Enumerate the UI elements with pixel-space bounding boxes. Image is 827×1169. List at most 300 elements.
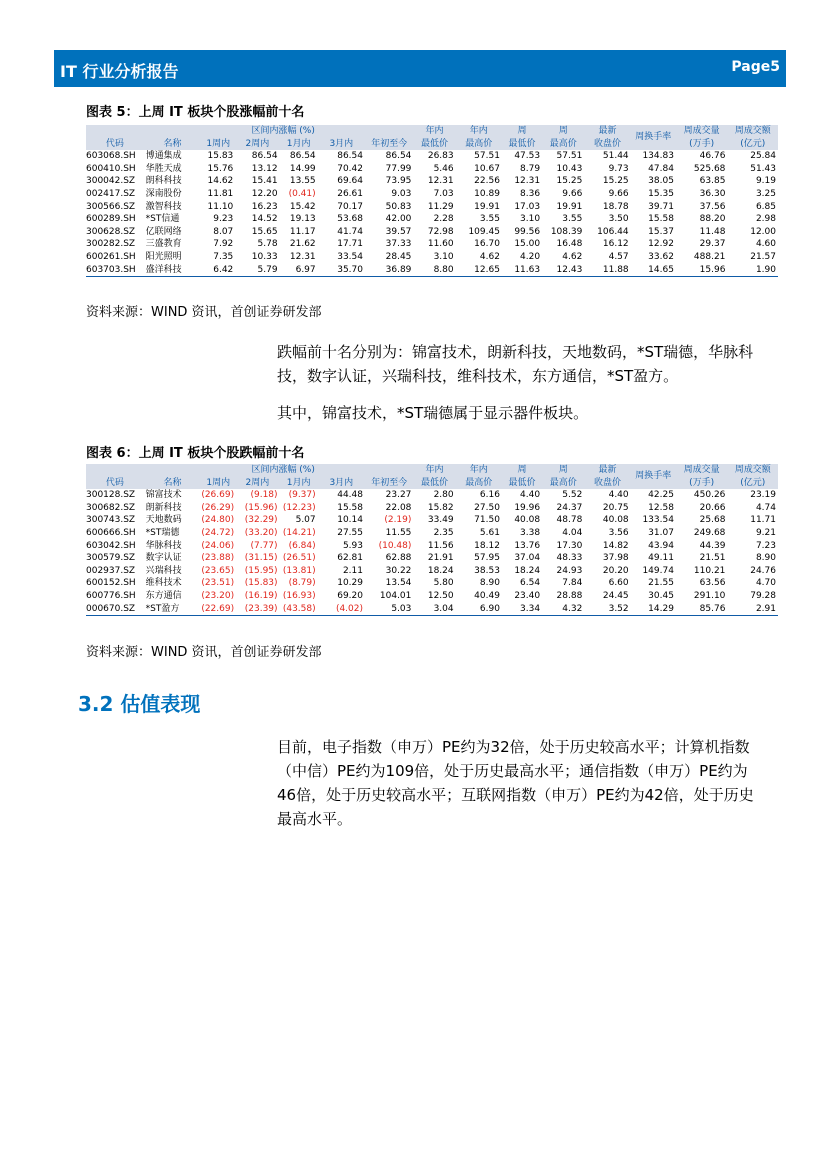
stock-name: 华胜天成 (145, 163, 182, 174)
table-cell: 37.04 (514, 553, 541, 564)
table-cell: 5.03 (365, 603, 413, 616)
table-cell: 10.89 (474, 188, 500, 199)
table-cell: 9.19 (755, 176, 776, 187)
col-amount-2: (亿元) (727, 138, 778, 151)
col-year-low-2: 最低价 (413, 138, 455, 151)
table-cell: (9.18) (250, 490, 278, 501)
table-cell: 7.35 (213, 251, 234, 262)
table-cell: 7.23 (755, 540, 776, 551)
table-row (86, 175, 778, 188)
table-cell: 3.56 (608, 527, 629, 538)
table-cell: 108.39 (550, 226, 583, 237)
table-cell: 10.67 (474, 163, 500, 174)
table-cell: 77.99 (385, 163, 412, 174)
stock-code: 002417.SZ (86, 188, 136, 199)
table-cell: 12.00 (750, 226, 776, 237)
table-cell: (23.51) (201, 578, 235, 589)
table-cell: 3.55 (479, 214, 500, 225)
table-row (86, 540, 778, 553)
table-cell: (10.48) (378, 540, 412, 551)
table-cell: (26.51) (282, 553, 316, 564)
table-cell: 12.31 (514, 176, 541, 187)
table-cell: 15.96 (676, 264, 727, 277)
table-cell: 3.04 (413, 603, 455, 616)
table-cell: 21.57 (750, 251, 776, 262)
table-cell: 12.58 (648, 502, 674, 513)
table-cell: 19.91 (556, 201, 583, 212)
table-cell: 6.85 (755, 201, 776, 212)
stock-name: *ST瑞德 (145, 527, 180, 538)
table-cell: 3.25 (755, 188, 776, 199)
table-cell: (7.77) (250, 540, 278, 551)
table-cell: (23.88) (201, 553, 235, 564)
table-cell: (0.41) (288, 188, 316, 199)
table-cell: 62.88 (385, 553, 412, 564)
table-cell: 88.20 (699, 214, 726, 225)
table-cell: 8.79 (520, 163, 541, 174)
table6-source: 资料来源：WIND 资讯，首创证券研发部 (86, 645, 322, 660)
table-row (86, 264, 778, 277)
table-cell: 62.81 (337, 553, 363, 564)
table-cell: 15.58 (648, 214, 674, 225)
table-cell: 2.98 (755, 214, 776, 225)
table-row (86, 163, 778, 176)
table-cell: 5.61 (479, 527, 500, 538)
table-row (86, 590, 778, 603)
stock-code: 300128.SZ (86, 490, 136, 501)
table-cell: 3.55 (562, 214, 583, 225)
table-cell: 2.91 (727, 603, 778, 616)
table-cell: 6.60 (608, 578, 629, 589)
col-volume-2: (万手) (676, 138, 727, 151)
table-cell: 525.68 (693, 163, 726, 174)
table-cell: 11.81 (207, 188, 234, 199)
table-cell: 13.54 (385, 578, 412, 589)
table-cell: 14.52 (251, 214, 278, 225)
table-cell: 11.55 (385, 527, 412, 538)
table-cell: 21.91 (427, 553, 454, 564)
table-cell: 29.37 (699, 239, 726, 250)
col-code: 代码 (86, 477, 144, 490)
table-cell: 10.29 (337, 578, 363, 589)
table-cell: 53.68 (337, 214, 363, 225)
col-ytd: 年初至今 (365, 138, 413, 151)
table-cell: 38.05 (648, 176, 674, 187)
table-cell: 23.40 (514, 590, 541, 601)
table-cell: 1.90 (727, 264, 778, 277)
table-cell: 8.80 (413, 264, 455, 277)
table-cell: 4.57 (608, 251, 629, 262)
stock-code: 300042.SZ (86, 176, 136, 187)
col-ytd: 年初至今 (365, 477, 413, 490)
table-cell: 49.11 (648, 553, 674, 564)
table-cell: 9.03 (391, 188, 412, 199)
table-cell: 110.21 (693, 565, 726, 576)
col-year-high-1: 年内 (456, 125, 502, 138)
losers-table (86, 464, 778, 616)
table-cell: 50.83 (385, 201, 412, 212)
table-cell: 11.10 (207, 201, 234, 212)
table-cell: 24.45 (602, 590, 629, 601)
stock-name: 深南股份 (145, 188, 182, 199)
stock-name: 数字认证 (145, 553, 182, 564)
table-cell: 15.65 (251, 226, 278, 237)
table-cell: 14.99 (289, 163, 316, 174)
table-cell: 31.07 (648, 527, 674, 538)
range-label: 区间内涨幅 (%) (201, 464, 365, 477)
table-cell: 149.74 (642, 565, 674, 576)
table5-caption: 图表 5：上周 IT 板块个股涨幅前十名 (86, 105, 305, 120)
table-cell: (43.58) (280, 603, 318, 616)
table-cell: (16.19) (244, 590, 278, 601)
col-year-low-1: 年内 (413, 125, 455, 138)
table-cell: 40.08 (514, 515, 541, 526)
table-cell: 4.60 (755, 239, 776, 250)
gainers-table (86, 125, 778, 277)
table-cell: 39.71 (648, 201, 674, 212)
table-cell: 26.83 (427, 151, 454, 162)
table-cell: 3.10 (433, 251, 454, 262)
col-volume-1: 周成交量 (676, 464, 727, 477)
table-cell: (26.29) (201, 502, 235, 513)
table-row (86, 603, 778, 616)
stock-code: 600152.SH (86, 578, 136, 589)
table-cell: 37.98 (602, 553, 629, 564)
table-cell: 14.62 (207, 176, 234, 187)
stock-code: 600776.SH (86, 590, 136, 601)
table-cell: 86.54 (385, 151, 412, 162)
table-cell: 86.54 (337, 151, 363, 162)
table-cell: 13.76 (514, 540, 541, 551)
table-cell: 51.43 (750, 163, 776, 174)
table-cell: 57.95 (474, 553, 500, 564)
stock-code: 600410.SH (86, 163, 136, 174)
table-cell: 106.44 (597, 226, 629, 237)
table-cell: 3.50 (608, 214, 629, 225)
stock-name: 博通集成 (145, 151, 182, 162)
table-cell: 43.94 (648, 540, 674, 551)
stock-name: 朗科科技 (145, 176, 182, 187)
table-cell: 10.33 (251, 251, 278, 262)
table-cell: (24.06) (201, 540, 235, 551)
table-cell: (13.81) (282, 565, 316, 576)
table-cell: 79.28 (750, 590, 776, 601)
table-cell: 18.24 (514, 565, 541, 576)
table-cell: (23.39) (235, 603, 279, 616)
col-1w: 1周内 (201, 477, 235, 490)
stock-code: 300282.SZ (86, 239, 136, 250)
col-volume-1: 周成交量 (676, 125, 727, 138)
table-cell: (31.15) (244, 553, 278, 564)
table-cell: 25.84 (750, 151, 776, 162)
table-cell: (33.20) (244, 527, 278, 538)
stock-code: 000670.SZ (86, 603, 144, 616)
table-cell: 12.43 (542, 264, 584, 277)
table-cell: 23.19 (750, 490, 776, 501)
col-amount-2: (亿元) (727, 477, 778, 490)
table-cell: 5.80 (433, 578, 454, 589)
table-cell: (15.95) (244, 565, 278, 576)
table-cell: 15.58 (337, 502, 363, 513)
table-row (86, 489, 778, 502)
table-cell: 5.78 (257, 239, 278, 250)
table-cell: 291.10 (693, 590, 726, 601)
table-cell: 6.42 (201, 264, 235, 277)
table-cell: 37.33 (385, 239, 412, 250)
table-cell: 3.10 (520, 214, 541, 225)
report-title: IT 行业分析报告 (60, 62, 179, 81)
table-cell: 15.00 (514, 239, 541, 250)
table-cell: (15.83) (244, 578, 278, 589)
col-week-low-2: 最低价 (502, 477, 542, 490)
table-row (86, 514, 778, 527)
table-cell: 23.27 (385, 490, 412, 501)
col-year-high-2: 最高价 (456, 138, 502, 151)
stock-code: 300579.SZ (86, 553, 136, 564)
table-cell: 57.51 (556, 151, 583, 162)
table-cell: 20.75 (602, 502, 629, 513)
table-cell: 15.25 (602, 176, 629, 187)
table-cell: 71.50 (474, 515, 500, 526)
stock-name: 东方通信 (145, 590, 182, 601)
table-row (86, 201, 778, 214)
col-week-low-1: 周 (502, 464, 542, 477)
table-cell: 3.34 (502, 603, 542, 616)
table-cell: 42.25 (648, 490, 674, 501)
table-cell: 33.54 (337, 251, 363, 262)
table-cell: 19.96 (514, 502, 541, 513)
table-cell: 15.42 (289, 201, 316, 212)
table-cell: 14.82 (602, 540, 629, 551)
table-cell: 21.62 (289, 239, 316, 250)
table-cell: 30.22 (385, 565, 412, 576)
range-label: 区间内涨幅 (%) (201, 125, 365, 138)
table-cell: 6.90 (456, 603, 502, 616)
stock-code: 300566.SZ (86, 201, 136, 212)
table-cell: 24.76 (750, 565, 776, 576)
col-week-high-2: 最高价 (542, 138, 584, 151)
table-cell: 17.30 (556, 540, 583, 551)
table-cell: 15.76 (207, 163, 234, 174)
table-cell: 134.83 (642, 151, 674, 162)
table-cell: 12.92 (648, 239, 674, 250)
stock-code: 600261.SH (86, 251, 136, 262)
col-2w: 2周内 (235, 477, 279, 490)
table-cell: 39.57 (385, 226, 412, 237)
col-last-2: 收盘价 (584, 477, 630, 490)
table-cell: 48.33 (556, 553, 583, 564)
table-cell: 2.35 (433, 527, 454, 538)
table-cell: 15.83 (207, 151, 234, 162)
table-cell: 63.56 (699, 578, 726, 589)
table-cell: 11.71 (750, 515, 776, 526)
stock-name: 阳光照明 (145, 251, 182, 262)
col-volume-2: (万手) (676, 477, 727, 490)
table-cell: 41.74 (337, 226, 363, 237)
table-cell: 19.13 (289, 214, 316, 225)
table-cell: 44.48 (337, 490, 363, 501)
col-week-low-1: 周 (502, 125, 542, 138)
table-cell: 25.68 (699, 515, 726, 526)
table-cell: (15.96) (244, 502, 278, 513)
stock-name: 锦富技术 (145, 490, 182, 501)
table-cell: (23.20) (201, 590, 235, 601)
table-cell: 4.70 (755, 578, 776, 589)
stock-name: 盛洋科技 (144, 264, 202, 277)
stock-code: 002937.SZ (86, 565, 136, 576)
stock-code: 603068.SH (86, 151, 136, 162)
col-1m: 1月内 (280, 477, 318, 490)
table-cell: (24.80) (201, 515, 235, 526)
header-bar (54, 50, 786, 87)
table-cell: 63.85 (699, 176, 726, 187)
stock-code: 300743.SZ (86, 515, 136, 526)
col-year-low-2: 最低价 (413, 477, 455, 490)
table-cell: 18.12 (474, 540, 500, 551)
stock-name: 天地数码 (145, 515, 182, 526)
table-cell: 16.12 (602, 239, 629, 250)
col-year-low-1: 年内 (413, 464, 455, 477)
table-cell: 85.76 (676, 603, 727, 616)
table-cell: 30.45 (648, 590, 674, 601)
table-cell: 12.65 (456, 264, 502, 277)
table-row (86, 226, 778, 239)
col-last-1: 最新 (584, 125, 630, 138)
table-cell: 86.54 (251, 151, 278, 162)
table-cell: 28.45 (385, 251, 412, 262)
table-cell: (12.23) (282, 502, 316, 513)
table-cell: 27.55 (337, 527, 363, 538)
table-cell: (16.93) (282, 590, 316, 601)
table-cell: 109.45 (468, 226, 500, 237)
table-cell: 11.60 (427, 239, 454, 250)
table-cell: 15.37 (648, 226, 674, 237)
table-cell: 20.66 (699, 502, 726, 513)
table-cell: 7.03 (433, 188, 454, 199)
table-cell: 10.14 (337, 515, 363, 526)
col-amount-1: 周成交额 (727, 125, 778, 138)
table-cell: 18.24 (427, 565, 454, 576)
table-cell: 18.78 (602, 201, 629, 212)
table-cell: 5.52 (562, 490, 583, 501)
table-cell: 4.62 (479, 251, 500, 262)
table-cell: 4.04 (562, 527, 583, 538)
table-cell: 6.54 (520, 578, 541, 589)
table-cell: 13.55 (289, 176, 316, 187)
table-cell: 4.62 (562, 251, 583, 262)
table-cell: 488.21 (693, 251, 726, 262)
losers-paragraph: 跌幅前十名分别为：锦富技术，朗新科技，天地数码，*ST瑞德，华脉科技，数字认证，兴瑞科技，维科技术，东方通信，*ST盈方。 (277, 343, 754, 385)
table-cell: 46.76 (699, 151, 726, 162)
col-name: 名称 (144, 138, 202, 151)
table-cell: (24.72) (201, 527, 235, 538)
table-cell: (8.79) (288, 578, 316, 589)
table-cell: 40.49 (474, 590, 500, 601)
table-cell: 33.49 (427, 515, 454, 526)
table-cell: 4.20 (520, 251, 541, 262)
col-turnover: 周换手率 (631, 125, 676, 150)
display-sector-paragraph: 其中，锦富技术，*ST瑞德属于显示器件板块。 (277, 404, 589, 422)
table-cell: 47.84 (648, 163, 674, 174)
stock-name: 维科技术 (145, 578, 182, 589)
table-cell: 104.01 (379, 590, 412, 601)
table-cell: 28.88 (556, 590, 583, 601)
col-week-high-2: 最高价 (542, 477, 584, 490)
table-cell: 73.95 (385, 176, 412, 187)
table-cell: 5.46 (433, 163, 454, 174)
table-cell: 6.97 (280, 264, 318, 277)
table-cell: 99.56 (514, 226, 541, 237)
table-cell: 6.16 (479, 490, 500, 501)
stock-code: 300682.SZ (86, 502, 136, 513)
table-cell: 16.48 (556, 239, 583, 250)
table-cell: 9.73 (608, 163, 629, 174)
page-number: Page5 (731, 59, 780, 75)
stock-name: *ST信通 (145, 214, 180, 225)
stock-code: 600289.SH (86, 214, 136, 225)
table-cell: 44.39 (699, 540, 726, 551)
stock-name: 兴瑞科技 (145, 565, 182, 576)
stock-name: 三盛教育 (145, 239, 182, 250)
table-row (86, 238, 778, 251)
table-cell: 70.42 (337, 163, 363, 174)
stock-code: 300628.SZ (86, 226, 136, 237)
table-cell: 21.51 (699, 553, 726, 564)
table-cell: 20.20 (602, 565, 629, 576)
table-cell: 38.53 (474, 565, 500, 576)
table-cell: 133.54 (642, 515, 674, 526)
table-cell: 22.08 (385, 502, 412, 513)
table-cell: 8.90 (479, 578, 500, 589)
table-cell: 36.89 (365, 264, 413, 277)
table-row (86, 502, 778, 515)
table-cell: 17.71 (337, 239, 363, 250)
table-cell: (22.69) (201, 603, 235, 616)
col-1m: 1月内 (280, 138, 318, 151)
stock-code: 603042.SH (86, 540, 136, 551)
stock-name: 华脉科技 (145, 540, 182, 551)
stock-code: 603703.SH (86, 264, 144, 277)
table-cell: 14.65 (631, 264, 676, 277)
table-cell: 12.20 (251, 188, 278, 199)
col-2w: 2周内 (235, 138, 279, 151)
table-cell: 4.74 (755, 502, 776, 513)
table-cell: (4.02) (318, 603, 365, 616)
table-cell: 3.38 (520, 527, 541, 538)
table-cell: 70.17 (337, 201, 363, 212)
table-cell: 10.43 (556, 163, 583, 174)
table-cell: 57.51 (474, 151, 500, 162)
table-row (86, 552, 778, 565)
col-week-low-2: 最低价 (502, 138, 542, 151)
table-cell: 11.29 (427, 201, 454, 212)
table-cell: 9.66 (562, 188, 583, 199)
table-cell: 4.32 (542, 603, 584, 616)
table-cell: 15.35 (648, 188, 674, 199)
table-cell: 27.50 (474, 502, 500, 513)
table-cell: 16.70 (474, 239, 500, 250)
table-cell: 2.28 (433, 214, 454, 225)
table-cell: 11.48 (699, 226, 726, 237)
table-cell: 14.29 (631, 603, 676, 616)
table-cell: 19.91 (474, 201, 500, 212)
table-cell: 37.56 (699, 201, 726, 212)
table-cell: 24.93 (556, 565, 583, 576)
table-row (86, 565, 778, 578)
table-row (86, 251, 778, 264)
table-cell: 11.56 (427, 540, 454, 551)
col-last-2: 收盘价 (584, 138, 630, 151)
